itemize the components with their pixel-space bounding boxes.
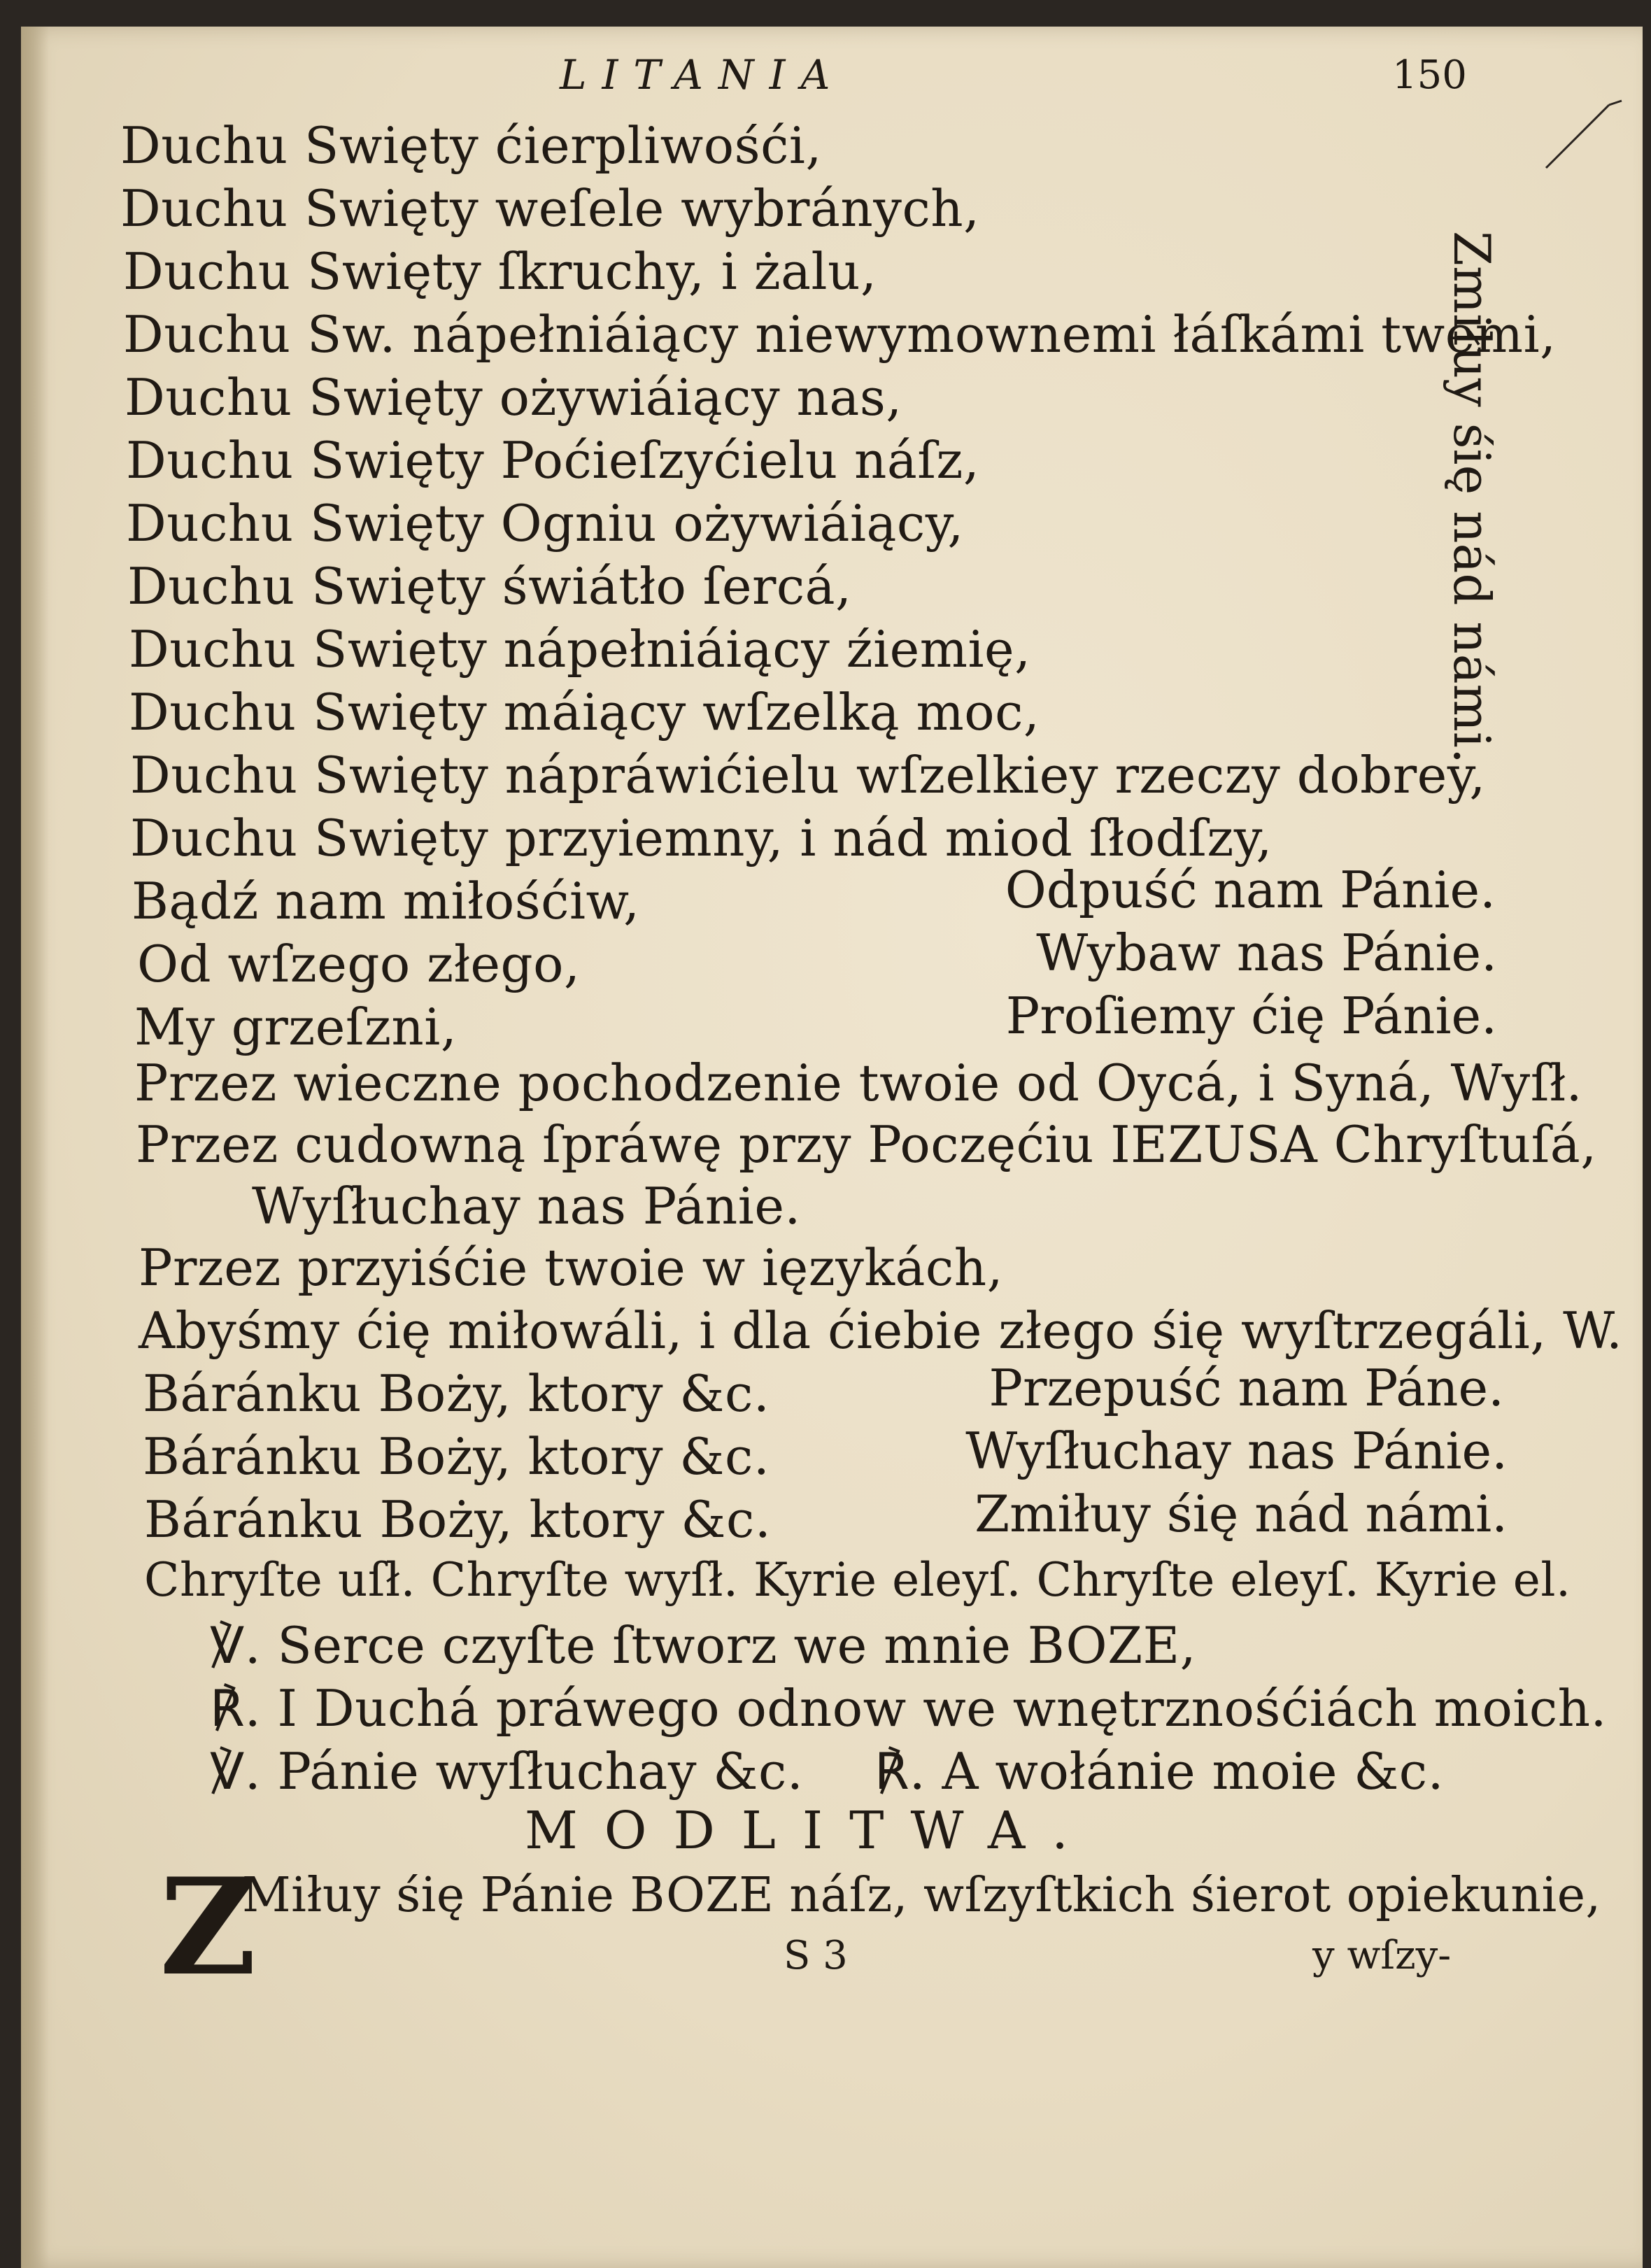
litany-line: Duchu Swięty nápráwićielu wſzelkiey rzeczy dobrey, [130,746,1486,805]
invocation-left: My grzeſzni, [134,998,458,1056]
page-gutter [21,27,49,2268]
agnus-response: Wyſłuchay nas Pánie. [965,1422,1508,1480]
litany-line: Duchu Swięty nápełniáiący źiemię, [129,620,1031,679]
versicle-line: ℣. Serce czyſte ſtworz we mnie BOZE, [210,1616,1197,1675]
invocation-response: Proſiemy ćię Pánie. [1005,986,1497,1045]
litany-line: Duchu Swięty świátło ſercá, [127,557,852,616]
agnus-response: Zmiłuy śię nád námi. [975,1484,1508,1543]
petition-line: Przez przyiśćie twoie w ięzykách, [139,1238,1003,1297]
agnus-line: Báránku Boży, ktory &c. [144,1490,772,1549]
litany-line: Duchu Swięty przyiemny, i nád miod ſłodſzy, [130,809,1273,867]
catchword: y wſzy- [1312,1933,1452,1978]
signature-mark: S 3 [784,1933,848,1978]
litany-line: Duchu Swięty Poćieſzyćielu náſz, [126,431,980,490]
invocation-left: Od wſzego złego, [137,935,581,993]
drop-capital: Z [160,1849,257,2005]
petition-response: Wyſłuchay nas Pánie. [252,1177,801,1235]
prayer-heading: MODLITWA. [525,1801,1095,1861]
agnus-response: Przepuść nam Páne. [989,1359,1504,1417]
litany-line: Duchu Swięty ożywiáiący nas, [125,368,902,427]
litany-line: Duchu Swięty máiący wſzelką moc, [129,683,1040,742]
litany-line: Duchu Swięty ſkruchy, i żalu, [123,242,877,301]
marginal-response: Zmiłuy śię nád námi. [1443,231,1501,764]
response-line: ℟. I Duchá práwego odnow we wnętrznośćiách moich. [210,1679,1607,1738]
response-line: ℟. A wołánie moie &c. [874,1742,1444,1801]
page-number: 150 [1392,52,1467,98]
versicle-line: ℣. Pánie wyſłuchay &c. [210,1742,804,1801]
invocation-response: Odpuść nam Pánie. [1005,860,1496,919]
litany-line: Duchu Swięty Ogniu ożywiáiący, [126,494,964,553]
prayer-line: Miłuy śię Pánie BOZE náſz, wſzyſtkich śierot opiekunie, [242,1868,1601,1923]
agnus-line: Báránku Boży, ktory &c. [143,1427,770,1486]
litany-line: Duchu Swięty ćierpliwośći, [120,116,822,175]
petition-line: Przez cudowną ſpráwę przy Poczęćiu IEZUSA Chryſtuſá, [136,1115,1597,1174]
pen-stroke-mark [1539,98,1623,175]
petition-line: Abyśmy ćię miłowáli, i dla ćiebie złego śię wyſtrzegáli, W. [139,1301,1623,1360]
invocation-left: Bądź nam miłośćiw, [132,872,640,930]
petition-line: Przez wieczne pochodzenie twoie od Oycá, i Syná, Wyſł. [134,1054,1583,1112]
invocation-response: Wybaw nas Pánie. [1036,923,1497,982]
kyrie-line: Chryſte uſł. Chryſte wyſł. Kyrie eleyſ. Chryſte eleyſ. Kyrie el. [144,1553,1571,1607]
agnus-line: Báránku Boży, ktory &c. [143,1364,770,1423]
litany-line: Duchu Swięty weſele wybránych, [120,179,980,238]
litany-line: Duchu Sw. nápełniáiący niewymownemi łáſkámi twemi, [123,305,1557,364]
running-head: LITANIA [560,51,846,99]
